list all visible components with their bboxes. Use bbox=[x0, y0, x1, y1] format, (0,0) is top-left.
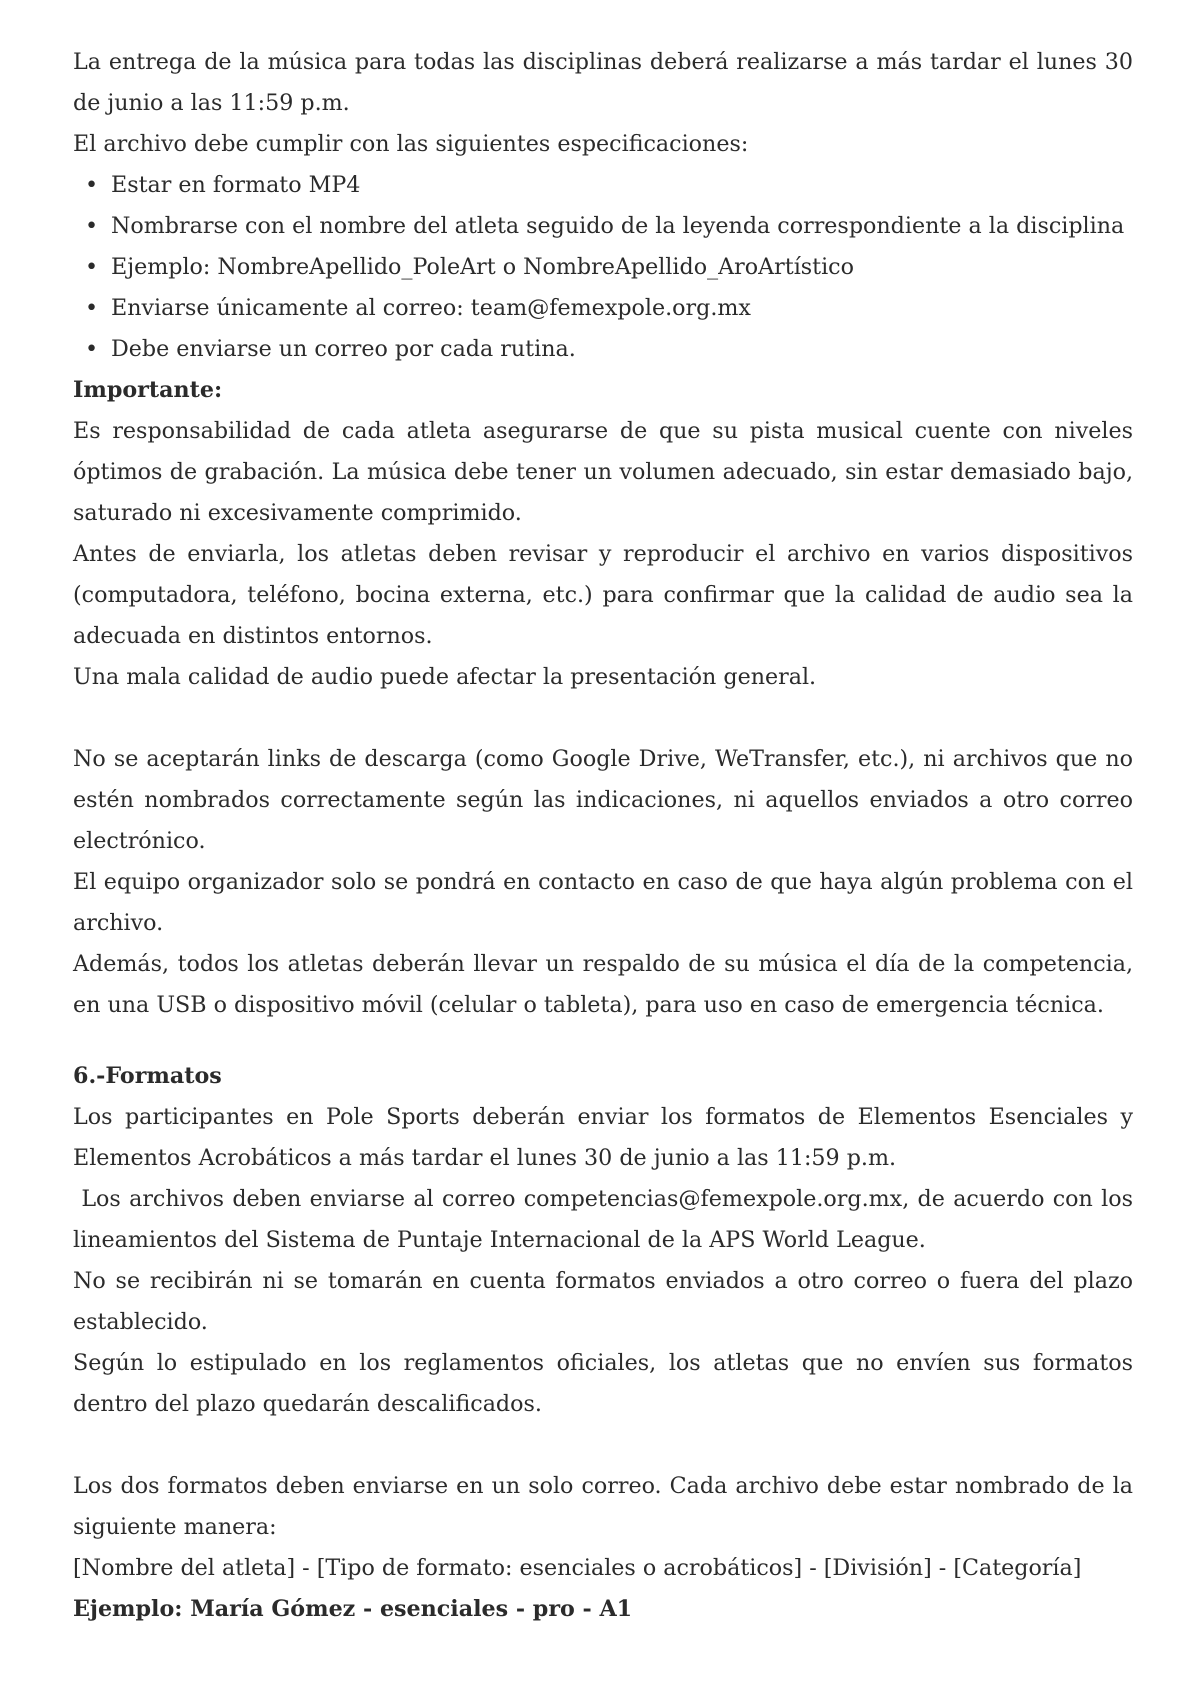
formats-paragraph-3: No se recibirán ni se tomarán en cuenta formatos enviados a otro correo o fuera del plazo establecido. bbox=[73, 1268, 1133, 1335]
document-page bbox=[73, 42, 1141, 1630]
naming-intro-paragraph: Los dos formatos deben enviarse en un solo correo. Cada archivo debe estar nombrado de la siguiente manera: bbox=[73, 1473, 1133, 1540]
section-heading: 6.-Formatos bbox=[73, 1063, 222, 1089]
list-item-text: Enviarse únicamente al correo: team@femexpole.org.mx bbox=[111, 295, 751, 321]
list-item bbox=[85, 288, 1133, 329]
formats-paragraph-1: Los participantes en Pole Sports deberán enviar los formatos de Elementos Esenciales y Elementos Acrobáticos a más tardar el lunes 30 de junio a las 11:59 p.m. bbox=[73, 1104, 1133, 1171]
list-item bbox=[85, 329, 1133, 370]
contact-paragraph: El equipo organizador solo se pondrá en contacto en caso de que haya algún problema con el archivo. bbox=[73, 869, 1133, 936]
spacer bbox=[73, 1425, 1133, 1466]
important-heading: Importante: bbox=[73, 377, 223, 403]
backup-paragraph: Además, todos los atletas deberán llevar un respaldo de su música el día de la competencia, en una USB o dispositivo móvil (celular o tableta), para uso en caso de emergencia técnica. bbox=[73, 951, 1133, 1018]
important-paragraph-1: Es responsabilidad de cada atleta asegurarse de que su pista musical cuente con niveles óptimos de grabación. La música debe tener un volumen adecuado, sin estar demasiado bajo, saturado ni excesivamente comprimido. bbox=[73, 418, 1133, 526]
bullet-icon: • bbox=[85, 336, 99, 362]
bullet-icon: • bbox=[85, 172, 99, 198]
formats-paragraph-4: Según lo estipulado en los reglamentos oficiales, los atletas que no envíen sus formatos dentro del plazo quedarán descalificados. bbox=[73, 1350, 1133, 1417]
list-item bbox=[85, 165, 1133, 206]
bullet-icon: • bbox=[85, 254, 99, 280]
list-item-text: Debe enviarse un correo por cada rutina. bbox=[111, 336, 576, 362]
specs-list bbox=[73, 165, 1133, 370]
specs-intro-text: El archivo debe cumplir con las siguientes especificaciones: bbox=[73, 131, 749, 157]
list-item bbox=[85, 206, 1133, 247]
list-item-text: Ejemplo: NombreApellido_PoleArt o NombreApellido_AroArtístico bbox=[111, 254, 854, 280]
important-paragraph-3: Una mala calidad de audio puede afectar la presentación general. bbox=[73, 664, 817, 690]
no-links-paragraph: No se aceptarán links de descarga (como Google Drive, WeTransfer, etc.), ni archivos que no estén nombrados correctamente según las indicaciones, ni aquellos enviados a otro correo electrónico. bbox=[73, 746, 1133, 854]
naming-pattern-text: [Nombre del atleta] - [Tipo de formato: esenciales o acrobáticos] - [División] - [Categoría] bbox=[73, 1555, 1082, 1581]
music-deadline-text: La entrega de la música para todas las disciplinas deberá realizarse a más tardar el lunes 30 de junio a las 11:59 p.m. bbox=[73, 49, 1133, 116]
naming-example-text: Ejemplo: María Gómez - esenciales - pro - A1 bbox=[73, 1596, 633, 1622]
bullet-icon: • bbox=[85, 295, 99, 321]
spacer bbox=[73, 698, 1133, 739]
important-paragraph-2: Antes de enviarla, los atletas deben revisar y reproducir el archivo en varios dispositivos (computadora, teléfono, bocina externa, etc.) para confirmar que la calidad de audio sea la adecuada en distintos entornos. bbox=[73, 541, 1133, 649]
spacer bbox=[73, 1026, 1133, 1056]
formats-paragraph-2: Los archivos deben enviarse al correo competencias@femexpole.org.mx, de acuerdo con los lineamientos del Sistema de Puntaje Internacional de la APS World League. bbox=[73, 1186, 1141, 1253]
list-item-text: Nombrarse con el nombre del atleta seguido de la leyenda correspondiente a la disciplina bbox=[111, 213, 1125, 239]
bullet-icon: • bbox=[85, 213, 99, 239]
list-item-text: Estar en formato MP4 bbox=[111, 172, 361, 198]
list-item bbox=[85, 247, 1133, 288]
